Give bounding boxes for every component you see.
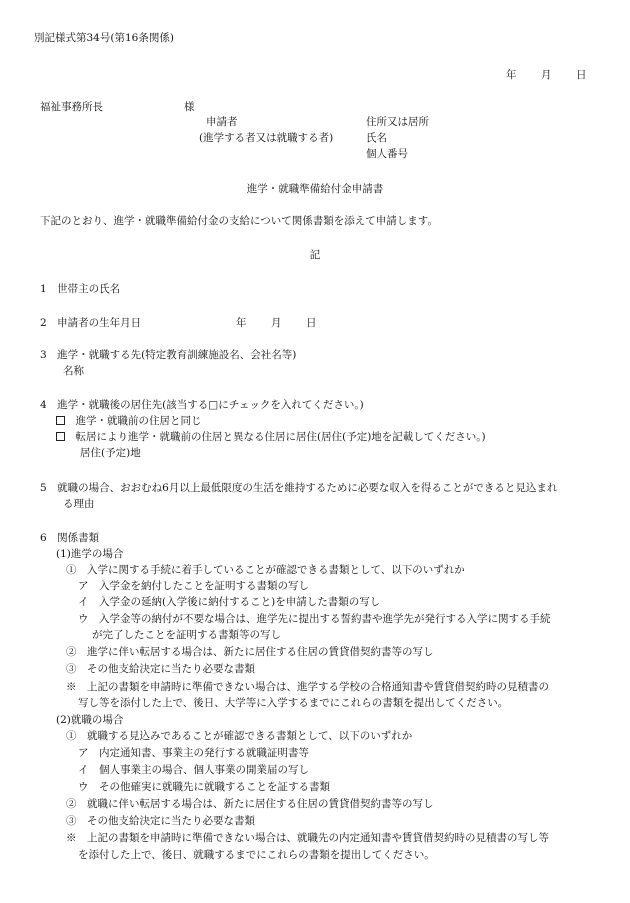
section-2-item-1-u: ウ その他確実に就職先に就職することを証する書類	[78, 781, 330, 793]
ki-marker: 記	[309, 249, 321, 261]
item-4-option-2-label: 転居により進学・就職前の住居と異なる住居に居住(居住(予定)地を記載してください。)	[75, 431, 486, 443]
section-2-label: (2)就職の場合	[56, 714, 124, 726]
checkbox-icon[interactable]	[56, 416, 65, 425]
item-3-label: 3 進学・就職する先(特定教育訓練施設名、会社名等)	[40, 349, 297, 361]
section-2-item-3: ③ その他支給決定に当たり必要な書類	[66, 815, 255, 827]
section-1-item-1: ① 入学に関する手続に着手していることが確認できる書類として、以下のいずれか	[66, 564, 465, 576]
date-year: 年	[506, 69, 517, 81]
applicant-label: 申請者	[206, 116, 238, 128]
item-2-day: 日	[306, 317, 317, 329]
date-day: 日	[576, 69, 587, 81]
addressee-honorific: 様	[184, 101, 195, 113]
section-2-item-1-a: ア 内定通知書、事業主の発行する就職証明書等	[78, 747, 309, 759]
item-4-option-1-label: 進学・就職前の住居と同じ	[75, 415, 202, 427]
section-1-note-line-1: ※ 上記の書類を申請時に準備できない場合は、進学する学校の合格通知書や賃貸借契約時の見積書の	[66, 681, 549, 693]
section-1-item-1-i: イ 入学金の延納(入学後に納付すること)を申請した書類の写し	[78, 596, 381, 608]
item-5-line-1: 5 就職の場合、おおむね6月以上最低限度の生活を維持するために必要な収入を得ることができると見込まれ	[40, 482, 558, 494]
document-title: 進学・就職準備給付金申請書	[246, 183, 384, 195]
section-1-label: (1)進学の場合	[56, 548, 124, 560]
item-4-sub: 居住(予定)地	[80, 447, 141, 459]
checkbox-icon[interactable]	[56, 432, 65, 441]
section-2-note-line-2: を添付した上で、後日、就職するまでにこれらの書類を提出してください。	[78, 849, 435, 861]
item-2-year: 年	[236, 317, 247, 329]
section-2-item-2: ② 就職に伴い転居する場合は、新たに居住する住居の賃貸借契約書等の写し	[66, 798, 434, 810]
item-5-line-2: る理由	[63, 498, 95, 510]
section-1-item-3: ③ その他支給決定に当たり必要な書類	[66, 663, 255, 675]
section-1-item-2: ② 進学に伴い転居する場合は、新たに居住する住居の賃貸借契約書等の写し	[66, 646, 434, 658]
applicant-name-label: 氏名	[366, 132, 387, 144]
section-1-item-1-u-line-1: ウ 入学金等の納付が不要な場合は、進学先に提出する誓約書や進学先が発行する入学に関する手続	[78, 613, 551, 625]
date-month: 月	[541, 69, 552, 81]
item-6-label: 6 関係書類	[40, 532, 100, 544]
section-2-item-1: ① 就職する見込みであることが確認できる書類として、以下のいずれか	[66, 730, 413, 742]
section-1-item-1-u-line-2: が完了したことを証明する書類等の写し	[92, 629, 281, 641]
item-2-month: 月	[271, 317, 282, 329]
applicant-address-label: 住所又は居所	[366, 116, 429, 128]
item-3-sub: 名称	[63, 365, 84, 377]
addressee-office: 福祉事務所長	[40, 101, 103, 113]
item-1-label: 1 世帯主の氏名	[40, 283, 121, 295]
item-4-option-1[interactable]	[56, 416, 202, 427]
intro-text: 下記のとおり、進学・就職準備給付金の支給について関係書類を添えて申請します。	[40, 215, 438, 227]
applicant-number-label: 個人番号	[366, 148, 408, 160]
form-label: 別記様式第34号(第16条関係)	[34, 32, 174, 44]
section-2-item-1-i: イ 個人事業主の場合、個人事業の開業届の写し	[78, 764, 309, 776]
section-1-note-line-2: 写し等を添付した上で、後日、大学等に入学するまでにこれらの書類を提出してください。	[78, 697, 509, 709]
applicant-note: (進学する者又は就職する者)	[199, 132, 334, 144]
section-1-item-1-a: ア 入学金を納付したことを証明する書類の写し	[78, 580, 309, 592]
section-2-note-line-1: ※ 上記の書類を申請時に準備できない場合は、就職先の内定通知書や賃貸借契約時の見積書の写し等	[66, 832, 549, 844]
item-4-label: 4 進学・就職後の居住先(該当する□にチェックを入れてください。)	[40, 399, 364, 411]
item-2-label: 2 申請者の生年月日	[40, 317, 142, 329]
item-4-option-2[interactable]	[56, 432, 486, 443]
